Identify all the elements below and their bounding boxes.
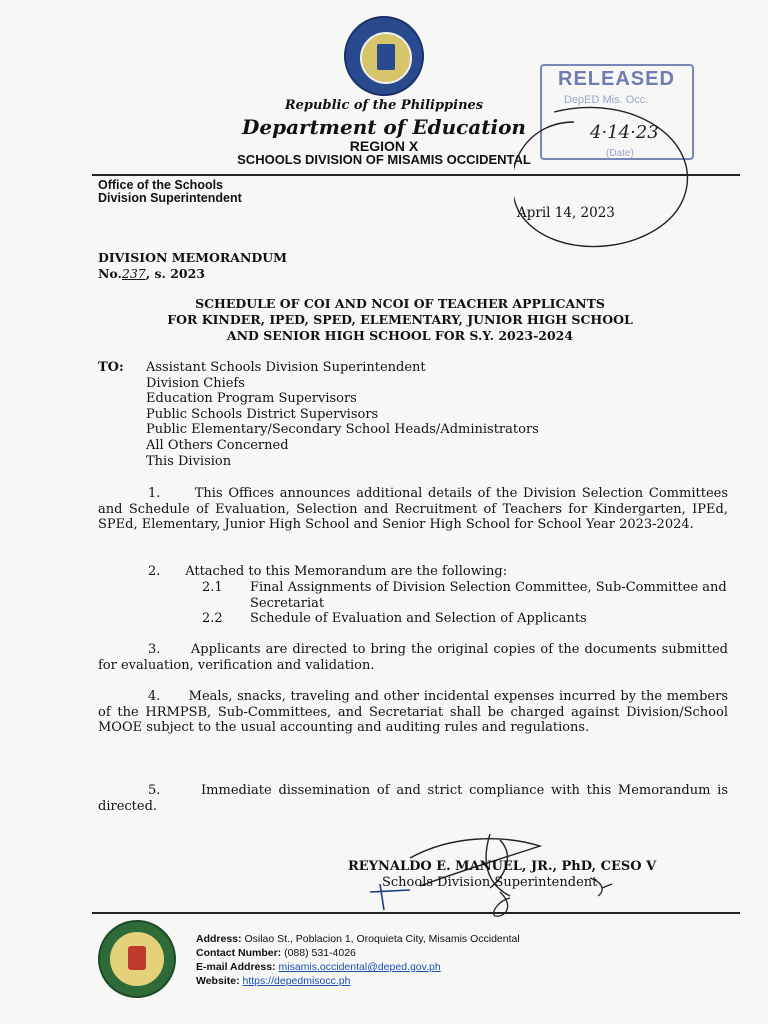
recipient: Education Program Supervisors [146, 391, 357, 407]
paragraph-number: 1. [148, 486, 161, 501]
footer-website: Website: https://depedmisocc.ph [196, 975, 351, 987]
signatory-name: REYNALDO E. MANUEL, JR., PhD, CESO V [348, 859, 657, 874]
region-heading: REGION X [349, 138, 419, 154]
item-text: Final Assignments of Division Selection Committee, Sub-Committee and Secretariat [250, 580, 727, 611]
handwritten-signature [340, 826, 740, 922]
website-link[interactable]: https://depedmisocc.ph [242, 975, 351, 987]
paragraph-1 [98, 486, 728, 533]
paragraph-text: Meals, snacks, traveling and other incidental expenses incurred by the members of the HRMPSB, Sub-Committees, and Secretariat shall be charged against Division/School MOOE subject to the usual accounting and auditing rules and regulations. [98, 689, 729, 735]
recipient: Public Elementary/Secondary School Heads/Administrators [146, 422, 539, 438]
paragraph-text: Attached to this Memorandum are the following: [185, 564, 508, 579]
paragraph-number: 5. [148, 783, 161, 798]
item-number: 2.1 [202, 580, 223, 595]
footer-contact [196, 932, 520, 988]
header-divider [92, 174, 740, 176]
recipient: This Division [146, 453, 232, 469]
paragraph-number: 2. [148, 564, 161, 579]
memo-number-value: 237 [121, 266, 146, 281]
paragraph-text: This Offices announces additional details of the Division Selection Committees and Schedule of Evaluation, Selection and Recruitment of Teachers for Kindergarten, IPEd, SPEd, Elementary, Junior High School and Senior High School for School Year 2023-2024. [98, 486, 728, 532]
memo-date: April 14, 2023 [517, 205, 615, 221]
attachment-item [202, 611, 732, 627]
footer-contact-number: Contact Number: (088) 531-4026 [196, 947, 356, 959]
footer-address: Address: Osilao St., Poblacion 1, Oroquieta City, Misamis Occidental [196, 933, 520, 945]
paragraph-4 [98, 689, 728, 736]
attachment-list [202, 580, 732, 627]
recipient: All Others Concerned [146, 437, 289, 453]
memo-subject [120, 296, 680, 344]
recipient: Public Schools District Supervisors [146, 406, 379, 422]
subject-line: AND SENIOR HIGH SCHOOL FOR S.Y. 2023-2024 [226, 328, 574, 343]
division-heading: SCHOOLS DIVISION OF MISAMIS OCCIDENTAL [237, 152, 531, 167]
item-text: Schedule of Evaluation and Selection of Applicants [250, 611, 587, 626]
department-heading: Department of Education [242, 115, 526, 139]
stamp-date-label: (Date) [606, 148, 634, 159]
paragraph-2 [98, 564, 728, 580]
stamp-handwritten-date: 4·14·23 [590, 122, 659, 143]
item-number: 2.2 [202, 611, 223, 626]
memo-heading [98, 250, 287, 282]
memo-number: No.237, s. 2023 [98, 266, 206, 281]
subject-line: SCHEDULE OF COI AND NCOI OF TEACHER APPLICANTS [195, 296, 605, 311]
paragraph-text: Applicants are directed to bring the original copies of the documents submitted for evaluation, verification and validation. [98, 642, 728, 673]
signatory-title: Schools Division Superintendent [382, 875, 598, 890]
memo-title: DIVISION MEMORANDUM [98, 250, 287, 265]
paragraph-text: Immediate dissemination of and strict compliance with this Memorandum is directed. [98, 783, 728, 814]
paragraph-5 [98, 783, 728, 814]
email-link[interactable]: misamis.occidental@deped.gov.ph [278, 961, 441, 973]
handwritten-oval [514, 102, 694, 272]
subject-line: FOR KINDER, IPED, SPED, ELEMENTARY, JUNIOR HIGH SCHOOL [167, 312, 633, 327]
paragraph-3 [98, 642, 728, 673]
division-seal-logo [98, 920, 176, 998]
recipient-list [146, 360, 539, 469]
footer-email: E-mail Address: misamis.occidental@deped.gov.ph [196, 961, 441, 973]
office-line-2: Division Superintendent [98, 191, 242, 205]
recipient: Division Chiefs [146, 375, 245, 391]
stamp-title: RELEASED [558, 68, 675, 90]
attachment-item [202, 580, 732, 611]
paragraph-number: 3. [148, 642, 161, 657]
republic-heading: Republic of the Philippines [284, 98, 484, 113]
office-line-1: Office of the Schools [98, 178, 224, 192]
released-stamp [514, 64, 696, 162]
footer-divider [92, 912, 740, 914]
to-label: TO: [98, 360, 124, 375]
recipient: Assistant Schools Division Superintendent [146, 360, 426, 375]
paragraph-number: 4. [148, 689, 161, 704]
office-label [98, 179, 242, 205]
stamp-office: DepED Mis. Occ. [564, 94, 649, 106]
deped-seal-logo [344, 16, 424, 96]
